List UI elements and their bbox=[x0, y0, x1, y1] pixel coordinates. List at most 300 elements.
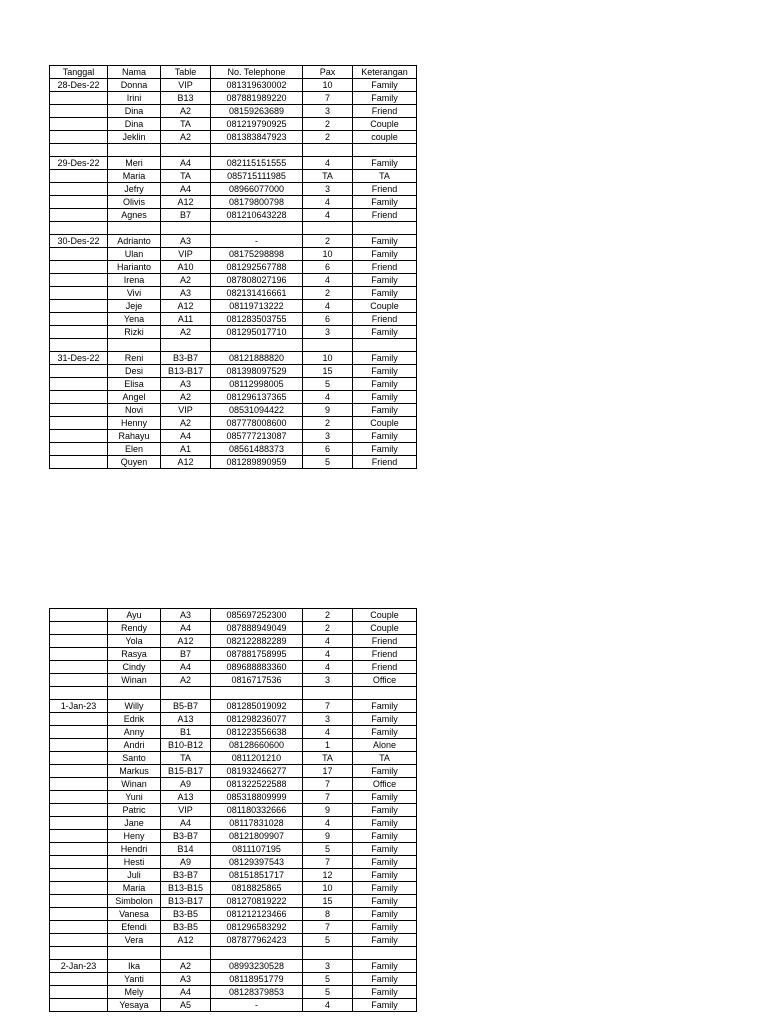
cell-phone: 08118951779 bbox=[211, 973, 303, 986]
cell-phone: 081283503755 bbox=[211, 313, 303, 326]
table-row bbox=[50, 105, 417, 118]
cell-keterangan: Friend bbox=[353, 456, 417, 469]
cell-phone: 08531094422 bbox=[211, 404, 303, 417]
cell-name: Rendy bbox=[108, 622, 161, 635]
cell-date bbox=[50, 661, 108, 674]
cell-date: 29-Des-22 bbox=[50, 157, 108, 170]
cell-date bbox=[50, 365, 108, 378]
cell-table: A2 bbox=[161, 417, 211, 430]
table-row bbox=[50, 326, 417, 339]
table-row bbox=[50, 687, 417, 700]
cell-name: Jane bbox=[108, 817, 161, 830]
cell-pax: 4 bbox=[303, 300, 353, 313]
cell-keterangan: Family bbox=[353, 726, 417, 739]
table-header bbox=[50, 66, 417, 79]
cell-table: A4 bbox=[161, 986, 211, 999]
cell-pax: 12 bbox=[303, 869, 353, 882]
table-row bbox=[50, 609, 417, 622]
cell-pax: 17 bbox=[303, 765, 353, 778]
cell-keterangan: Couple bbox=[353, 609, 417, 622]
cell-phone: 081295017710 bbox=[211, 326, 303, 339]
cell-phone: 08966077000 bbox=[211, 183, 303, 196]
cell-name: Meri bbox=[108, 157, 161, 170]
cell-pax: 4 bbox=[303, 999, 353, 1012]
table-row bbox=[50, 92, 417, 105]
cell-name: Irena bbox=[108, 274, 161, 287]
table-row bbox=[50, 352, 417, 365]
table-row bbox=[50, 856, 417, 869]
table-row bbox=[50, 170, 417, 183]
cell-pax: 9 bbox=[303, 804, 353, 817]
cell-date bbox=[50, 417, 108, 430]
cell-phone: 08993230528 bbox=[211, 960, 303, 973]
cell-date bbox=[50, 830, 108, 843]
cell-pax: 5 bbox=[303, 456, 353, 469]
table-row bbox=[50, 752, 417, 765]
cell-keterangan: Family bbox=[353, 352, 417, 365]
cell-phone: 08112998005 bbox=[211, 378, 303, 391]
cell-keterangan: Family bbox=[353, 843, 417, 856]
cell-keterangan: Family bbox=[353, 960, 417, 973]
cell-table: A3 bbox=[161, 973, 211, 986]
cell-table: A1 bbox=[161, 443, 211, 456]
cell-name: Donna bbox=[108, 79, 161, 92]
cell-table bbox=[161, 339, 211, 352]
table-row bbox=[50, 791, 417, 804]
cell-phone: 087881758995 bbox=[211, 648, 303, 661]
table-row bbox=[50, 300, 417, 313]
cell-name: Winan bbox=[108, 674, 161, 687]
cell-table: A2 bbox=[161, 105, 211, 118]
cell-date bbox=[50, 921, 108, 934]
cell-pax: 2 bbox=[303, 417, 353, 430]
cell-pax: 3 bbox=[303, 713, 353, 726]
table-row bbox=[50, 339, 417, 352]
table-body bbox=[50, 79, 417, 469]
cell-pax: 7 bbox=[303, 700, 353, 713]
cell-keterangan: Family bbox=[353, 79, 417, 92]
cell-pax bbox=[303, 222, 353, 235]
table-row bbox=[50, 209, 417, 222]
table-row bbox=[50, 313, 417, 326]
table-row bbox=[50, 661, 417, 674]
cell-table: VIP bbox=[161, 404, 211, 417]
cell-name: Quyen bbox=[108, 456, 161, 469]
cell-phone: 081285019092 bbox=[211, 700, 303, 713]
cell-table: A3 bbox=[161, 235, 211, 248]
table-row bbox=[50, 183, 417, 196]
cell-keterangan: Family bbox=[353, 196, 417, 209]
cell-pax: 4 bbox=[303, 274, 353, 287]
cell-keterangan: Friend bbox=[353, 648, 417, 661]
cell-phone: 081296137365 bbox=[211, 391, 303, 404]
table-row bbox=[50, 778, 417, 791]
cell-pax: 5 bbox=[303, 986, 353, 999]
table-row bbox=[50, 118, 417, 131]
cell-keterangan: Family bbox=[353, 92, 417, 105]
cell-name: Anny bbox=[108, 726, 161, 739]
cell-pax: 4 bbox=[303, 635, 353, 648]
cell-date bbox=[50, 791, 108, 804]
header-keterangan: Keterangan bbox=[353, 66, 417, 79]
cell-table: A12 bbox=[161, 300, 211, 313]
cell-name: Yesaya bbox=[108, 999, 161, 1012]
table-row bbox=[50, 895, 417, 908]
cell-pax: 7 bbox=[303, 791, 353, 804]
table-row bbox=[50, 417, 417, 430]
cell-pax: 4 bbox=[303, 648, 353, 661]
cell-name: Efendi bbox=[108, 921, 161, 934]
cell-date bbox=[50, 882, 108, 895]
table-row bbox=[50, 456, 417, 469]
cell-phone: 081212123466 bbox=[211, 908, 303, 921]
cell-phone bbox=[211, 687, 303, 700]
cell-pax: 5 bbox=[303, 973, 353, 986]
cell-keterangan: Friend bbox=[353, 105, 417, 118]
cell-pax: 3 bbox=[303, 326, 353, 339]
cell-keterangan: Family bbox=[353, 248, 417, 261]
cell-table: B7 bbox=[161, 648, 211, 661]
cell-table: A13 bbox=[161, 791, 211, 804]
cell-date bbox=[50, 843, 108, 856]
table-row bbox=[50, 443, 417, 456]
cell-pax: 5 bbox=[303, 934, 353, 947]
cell-table: B13-B17 bbox=[161, 365, 211, 378]
cell-keterangan: Family bbox=[353, 830, 417, 843]
cell-phone: 085697252300 bbox=[211, 609, 303, 622]
cell-phone: 087877962423 bbox=[211, 934, 303, 947]
cell-date bbox=[50, 817, 108, 830]
cell-name: Desi bbox=[108, 365, 161, 378]
cell-name: Maria bbox=[108, 170, 161, 183]
cell-date bbox=[50, 934, 108, 947]
cell-table: TA bbox=[161, 752, 211, 765]
cell-name: Ika bbox=[108, 960, 161, 973]
cell-keterangan bbox=[353, 144, 417, 157]
cell-table: A4 bbox=[161, 430, 211, 443]
cell-phone: 08159263689 bbox=[211, 105, 303, 118]
cell-table bbox=[161, 144, 211, 157]
cell-phone: 081322522588 bbox=[211, 778, 303, 791]
cell-table bbox=[161, 947, 211, 960]
cell-name: Simbolon bbox=[108, 895, 161, 908]
cell-date bbox=[50, 183, 108, 196]
cell-pax: 3 bbox=[303, 105, 353, 118]
cell-keterangan: Family bbox=[353, 274, 417, 287]
cell-phone: 087778008600 bbox=[211, 417, 303, 430]
table-row bbox=[50, 973, 417, 986]
cell-name: Olivis bbox=[108, 196, 161, 209]
cell-date bbox=[50, 947, 108, 960]
cell-date: 1-Jan-23 bbox=[50, 700, 108, 713]
cell-table: B10-B12 bbox=[161, 739, 211, 752]
cell-table: A11 bbox=[161, 313, 211, 326]
cell-phone: 081296583292 bbox=[211, 921, 303, 934]
cell-phone: 081289890959 bbox=[211, 456, 303, 469]
table-row bbox=[50, 248, 417, 261]
cell-date bbox=[50, 430, 108, 443]
cell-phone bbox=[211, 222, 303, 235]
cell-date bbox=[50, 804, 108, 817]
cell-name: Dina bbox=[108, 105, 161, 118]
cell-table: TA bbox=[161, 170, 211, 183]
cell-table: B3-B5 bbox=[161, 908, 211, 921]
cell-keterangan: Family bbox=[353, 378, 417, 391]
cell-pax: 4 bbox=[303, 196, 353, 209]
cell-pax: 5 bbox=[303, 843, 353, 856]
cell-keterangan: TA bbox=[353, 752, 417, 765]
cell-pax: 2 bbox=[303, 118, 353, 131]
cell-name: Hesti bbox=[108, 856, 161, 869]
table-row bbox=[50, 934, 417, 947]
cell-keterangan: Couple bbox=[353, 300, 417, 313]
cell-pax: 3 bbox=[303, 960, 353, 973]
cell-keterangan: Friend bbox=[353, 209, 417, 222]
table-row bbox=[50, 378, 417, 391]
cell-name: Ulan bbox=[108, 248, 161, 261]
cell-pax bbox=[303, 687, 353, 700]
cell-keterangan: Family bbox=[353, 391, 417, 404]
cell-name: Elisa bbox=[108, 378, 161, 391]
cell-date bbox=[50, 105, 108, 118]
cell-keterangan: Family bbox=[353, 817, 417, 830]
cell-date bbox=[50, 713, 108, 726]
table-row bbox=[50, 830, 417, 843]
cell-date bbox=[50, 248, 108, 261]
cell-date bbox=[50, 131, 108, 144]
cell-name: Yola bbox=[108, 635, 161, 648]
cell-phone: 085318809999 bbox=[211, 791, 303, 804]
cell-date bbox=[50, 391, 108, 404]
cell-keterangan: Family bbox=[353, 443, 417, 456]
cell-date bbox=[50, 687, 108, 700]
cell-keterangan: couple bbox=[353, 131, 417, 144]
cell-keterangan: Family bbox=[353, 700, 417, 713]
cell-phone: 08129397543 bbox=[211, 856, 303, 869]
cell-phone: 0818825865 bbox=[211, 882, 303, 895]
cell-table: B15-B17 bbox=[161, 765, 211, 778]
cell-keterangan bbox=[353, 222, 417, 235]
cell-table: VIP bbox=[161, 248, 211, 261]
cell-pax bbox=[303, 947, 353, 960]
cell-date: 28-Des-22 bbox=[50, 79, 108, 92]
cell-date bbox=[50, 765, 108, 778]
table-row bbox=[50, 79, 417, 92]
cell-name: Reni bbox=[108, 352, 161, 365]
cell-name: Maria bbox=[108, 882, 161, 895]
table-row bbox=[50, 674, 417, 687]
cell-phone: 085715111985 bbox=[211, 170, 303, 183]
cell-name: Rizki bbox=[108, 326, 161, 339]
cell-name: Heny bbox=[108, 830, 161, 843]
cell-phone: 082122882289 bbox=[211, 635, 303, 648]
cell-table: A4 bbox=[161, 157, 211, 170]
table-row bbox=[50, 843, 417, 856]
header-pax: Pax bbox=[303, 66, 353, 79]
cell-pax: 8 bbox=[303, 908, 353, 921]
cell-pax: 4 bbox=[303, 157, 353, 170]
cell-name bbox=[108, 687, 161, 700]
cell-pax: 6 bbox=[303, 313, 353, 326]
cell-phone: 089688883360 bbox=[211, 661, 303, 674]
cell-phone: 0816717536 bbox=[211, 674, 303, 687]
cell-date bbox=[50, 209, 108, 222]
cell-date bbox=[50, 274, 108, 287]
cell-table: A2 bbox=[161, 391, 211, 404]
table-row bbox=[50, 274, 417, 287]
cell-keterangan: Family bbox=[353, 713, 417, 726]
cell-date bbox=[50, 170, 108, 183]
cell-keterangan: Family bbox=[353, 235, 417, 248]
cell-phone: 082115151555 bbox=[211, 157, 303, 170]
cell-date bbox=[50, 196, 108, 209]
cell-keterangan: Family bbox=[353, 804, 417, 817]
cell-table: A4 bbox=[161, 661, 211, 674]
cell-keterangan: Couple bbox=[353, 118, 417, 131]
table-row bbox=[50, 713, 417, 726]
cell-table: A12 bbox=[161, 635, 211, 648]
cell-table: B14 bbox=[161, 843, 211, 856]
cell-pax: 2 bbox=[303, 131, 353, 144]
cell-keterangan: Family bbox=[353, 908, 417, 921]
table-row bbox=[50, 700, 417, 713]
table-row bbox=[50, 804, 417, 817]
cell-phone: 081383847923 bbox=[211, 131, 303, 144]
cell-keterangan: Family bbox=[353, 365, 417, 378]
table-row bbox=[50, 869, 417, 882]
cell-keterangan: Family bbox=[353, 326, 417, 339]
cell-keterangan: Friend bbox=[353, 661, 417, 674]
cell-name: Yanti bbox=[108, 973, 161, 986]
table-row bbox=[50, 235, 417, 248]
cell-table: A2 bbox=[161, 131, 211, 144]
cell-name: Agnes bbox=[108, 209, 161, 222]
header-table: Table bbox=[161, 66, 211, 79]
cell-date bbox=[50, 622, 108, 635]
cell-name bbox=[108, 339, 161, 352]
cell-table: A3 bbox=[161, 609, 211, 622]
cell-table: A2 bbox=[161, 674, 211, 687]
cell-table: A4 bbox=[161, 817, 211, 830]
cell-date bbox=[50, 999, 108, 1012]
cell-table: A2 bbox=[161, 274, 211, 287]
cell-table: B3-B7 bbox=[161, 869, 211, 882]
cell-name: Winan bbox=[108, 778, 161, 791]
cell-keterangan: Family bbox=[353, 157, 417, 170]
cell-name: Vivi bbox=[108, 287, 161, 300]
cell-table: A12 bbox=[161, 196, 211, 209]
cell-name: Juli bbox=[108, 869, 161, 882]
cell-phone: 08128379853 bbox=[211, 986, 303, 999]
cell-keterangan: Family bbox=[353, 973, 417, 986]
table-row bbox=[50, 817, 417, 830]
cell-pax: 10 bbox=[303, 352, 353, 365]
table-row bbox=[50, 391, 417, 404]
cell-table: B13-B15 bbox=[161, 882, 211, 895]
cell-pax: 4 bbox=[303, 391, 353, 404]
cell-phone: 0811201210 bbox=[211, 752, 303, 765]
cell-name: Patric bbox=[108, 804, 161, 817]
cell-keterangan bbox=[353, 339, 417, 352]
cell-phone: 087808027196 bbox=[211, 274, 303, 287]
table-row bbox=[50, 947, 417, 960]
table-row bbox=[50, 921, 417, 934]
cell-table: B13 bbox=[161, 92, 211, 105]
table-row bbox=[50, 404, 417, 417]
cell-date bbox=[50, 778, 108, 791]
cell-keterangan: Family bbox=[353, 895, 417, 908]
cell-date bbox=[50, 300, 108, 313]
cell-pax: 3 bbox=[303, 674, 353, 687]
cell-pax: TA bbox=[303, 752, 353, 765]
header-phone: No. Telephone bbox=[211, 66, 303, 79]
cell-keterangan: Family bbox=[353, 430, 417, 443]
cell-name: Yena bbox=[108, 313, 161, 326]
table-row bbox=[50, 882, 417, 895]
cell-keterangan bbox=[353, 687, 417, 700]
cell-keterangan: Family bbox=[353, 986, 417, 999]
cell-keterangan: Family bbox=[353, 999, 417, 1012]
cell-date bbox=[50, 261, 108, 274]
cell-pax: 15 bbox=[303, 895, 353, 908]
cell-pax: 9 bbox=[303, 830, 353, 843]
cell-date bbox=[50, 404, 108, 417]
cell-pax: 1 bbox=[303, 739, 353, 752]
cell-pax: 7 bbox=[303, 92, 353, 105]
cell-pax bbox=[303, 144, 353, 157]
cell-table: A9 bbox=[161, 856, 211, 869]
cell-table: VIP bbox=[161, 804, 211, 817]
cell-pax: 4 bbox=[303, 817, 353, 830]
cell-phone: 08121809907 bbox=[211, 830, 303, 843]
cell-pax bbox=[303, 339, 353, 352]
cell-table: A5 bbox=[161, 999, 211, 1012]
cell-name: Vanesa bbox=[108, 908, 161, 921]
table-row bbox=[50, 960, 417, 973]
cell-name: Angel bbox=[108, 391, 161, 404]
cell-keterangan: Family bbox=[353, 791, 417, 804]
cell-name: Willy bbox=[108, 700, 161, 713]
cell-name: Rasya bbox=[108, 648, 161, 661]
cell-table: B13-B17 bbox=[161, 895, 211, 908]
cell-date bbox=[50, 92, 108, 105]
cell-phone: - bbox=[211, 235, 303, 248]
cell-keterangan: Family bbox=[353, 869, 417, 882]
cell-date bbox=[50, 869, 108, 882]
cell-keterangan: Couple bbox=[353, 622, 417, 635]
cell-table: A9 bbox=[161, 778, 211, 791]
table-row bbox=[50, 622, 417, 635]
cell-keterangan: Family bbox=[353, 404, 417, 417]
cell-name: Edrik bbox=[108, 713, 161, 726]
cell-name: Irini bbox=[108, 92, 161, 105]
cell-phone: 087881989220 bbox=[211, 92, 303, 105]
cell-table: A12 bbox=[161, 456, 211, 469]
table-row bbox=[50, 365, 417, 378]
table-row bbox=[50, 739, 417, 752]
cell-name bbox=[108, 947, 161, 960]
cell-date bbox=[50, 443, 108, 456]
cell-pax: 4 bbox=[303, 726, 353, 739]
cell-pax: 3 bbox=[303, 183, 353, 196]
cell-phone: 081223556638 bbox=[211, 726, 303, 739]
cell-phone: 08151851717 bbox=[211, 869, 303, 882]
cell-pax: 4 bbox=[303, 209, 353, 222]
cell-phone: 082131416661 bbox=[211, 287, 303, 300]
cell-name: Elen bbox=[108, 443, 161, 456]
cell-name: Harianto bbox=[108, 261, 161, 274]
header-date: Tanggal bbox=[50, 66, 108, 79]
